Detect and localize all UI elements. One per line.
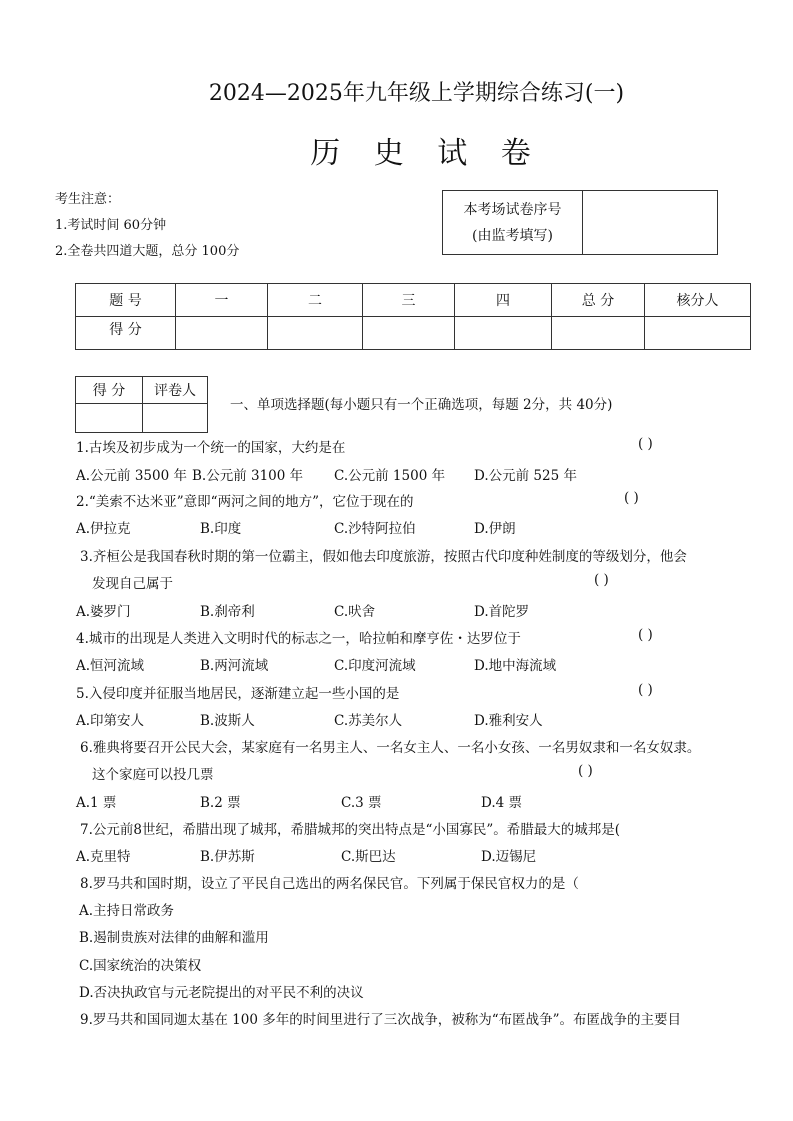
question-8-option-d[interactable]: D.否决执政官与元老院提出的对平民不利的决议 [79, 985, 364, 1001]
question-5-option-b[interactable]: B.波斯人 [200, 713, 255, 729]
score-input-cell[interactable] [176, 317, 268, 350]
score-row-label: 得 分 [76, 317, 176, 350]
question-3-option-c[interactable]: C.吠舍 [334, 604, 376, 620]
question-7-stem: 7.公元前8世纪，希腊出现了城邦，希腊城邦的突出特点是“小国寡民”。希腊最大的城邦是( [80, 822, 621, 838]
question-2-option-c[interactable]: C.沙特阿拉伯 [334, 521, 416, 537]
notice-line-2: 2.全卷共四道大题，总分 100分 [55, 244, 240, 259]
seat-number-box [442, 190, 718, 255]
seat-label-cell [443, 191, 583, 255]
question-3-option-d[interactable]: D.首陀罗 [474, 604, 530, 620]
score-header-row [76, 284, 751, 317]
answer-blank[interactable]: ( ) [638, 682, 653, 698]
notice-heading: 考生注意： [55, 192, 121, 207]
grader-score-field[interactable] [76, 404, 143, 433]
question-4-stem: 4.城市的出现是人类进入文明时代的标志之一，哈拉帕和摩亨佐・达罗位于 [76, 631, 521, 647]
seat-sublabel: (由监考填写) [472, 227, 553, 244]
question-5-option-d[interactable]: D.雅利安人 [474, 713, 543, 729]
question-3-stem-continued: 发现自己属于 [92, 576, 173, 592]
question-4-option-d[interactable]: D.地中海流域 [474, 658, 557, 674]
question-6-option-c[interactable]: C.3 票 [341, 795, 382, 811]
question-7-option-b[interactable]: B.伊苏斯 [200, 849, 255, 865]
score-input-cell[interactable] [363, 317, 455, 350]
question-7-option-d[interactable]: D.迈锡尼 [481, 849, 537, 865]
score-header-cell: 核分人 [645, 284, 751, 317]
question-8-option-a[interactable]: A.主持日常政务 [79, 903, 175, 919]
question-1-option-c[interactable]: C.公元前 1500 年 [334, 468, 446, 484]
answer-blank[interactable]: ( ) [638, 436, 653, 452]
question-4-option-a[interactable]: A.恒河流域 [76, 658, 145, 674]
answer-blank[interactable]: ( ) [624, 490, 639, 506]
question-1-option-b[interactable]: B.公元前 3100 年 [192, 468, 304, 484]
question-6-stem: 6.雅典将要召开公民大会，某家庭有一名男主人、一名女主人、一名小女孩、一名男奴隶和一名女奴隶。 [80, 740, 701, 756]
score-header-cell: 二 [268, 284, 363, 317]
grader-score-label: 得 分 [76, 377, 143, 404]
question-2-option-a[interactable]: A.伊拉克 [76, 521, 131, 537]
question-6-stem-continued: 这个家庭可以投几票 [92, 767, 214, 783]
score-input-cell[interactable] [455, 317, 552, 350]
score-input-cell[interactable] [645, 317, 751, 350]
seat-number-field[interactable] [583, 191, 718, 255]
grader-table [75, 376, 208, 433]
question-6-option-d[interactable]: D.4 票 [481, 795, 523, 811]
score-header-cell: 题 号 [76, 284, 176, 317]
answer-blank[interactable]: ( ) [578, 763, 593, 779]
score-header-cell: 四 [455, 284, 552, 317]
question-8-option-b[interactable]: B.遏制贵族对法律的曲解和滥用 [79, 930, 269, 946]
question-2-option-d[interactable]: D.伊朗 [474, 521, 516, 537]
score-value-row [76, 317, 751, 350]
answer-blank[interactable]: ( ) [594, 572, 609, 588]
answer-blank[interactable]: ( ) [638, 627, 653, 643]
section-1-heading: 一、单项选择题(每小题只有一个正确选项，每题 2分，共 40分) [230, 397, 613, 413]
question-4-option-b[interactable]: B.两河流域 [200, 658, 269, 674]
score-header-cell: 一 [176, 284, 268, 317]
seat-label: 本考场试卷序号 [463, 201, 562, 218]
question-3-option-b[interactable]: B.刹帝利 [200, 604, 255, 620]
question-1-option-a[interactable]: A.公元前 3500 年 [76, 468, 187, 484]
question-1-stem: 1.古埃及初步成为一个统一的国家，大约是在 [76, 440, 346, 456]
question-6-option-a[interactable]: A.1 票 [76, 795, 117, 811]
question-8-stem: 8.罗马共和国时期，设立了平民自己选出的两名保民官。下列属于保民官权力的是（ [80, 876, 579, 892]
question-7-option-a[interactable]: A.克里特 [76, 849, 131, 865]
question-5-stem: 5.入侵印度并征服当地居民，逐渐建立起一些小国的是 [76, 686, 400, 702]
question-5-option-a[interactable]: A.印第安人 [76, 713, 145, 729]
grader-name-label: 评卷人 [143, 377, 208, 404]
exam-title: 2024—2025年九年级上学期综合练习(一) [208, 81, 625, 106]
question-3-stem: 3.齐桓公是我国春秋时期的第一位霸主，假如他去印度旅游，按照古代印度种姓制度的等级划分，他会 [80, 549, 687, 565]
question-7-option-c[interactable]: C.斯巴达 [341, 849, 396, 865]
question-2-option-b[interactable]: B.印度 [200, 521, 242, 537]
question-2-stem: 2.“美索不达米亚”意即“两河之间的地方”，它位于现在的 [76, 494, 414, 510]
question-6-option-b[interactable]: B.2 票 [200, 795, 241, 811]
score-table [75, 283, 751, 350]
grader-name-field[interactable] [143, 404, 208, 433]
question-4-option-c[interactable]: C.印度河流域 [334, 658, 416, 674]
score-header-cell: 总 分 [552, 284, 645, 317]
score-header-cell: 三 [363, 284, 455, 317]
subject-title: 历 史 试 卷 [310, 136, 543, 171]
score-input-cell[interactable] [268, 317, 363, 350]
question-1-option-d[interactable]: D.公元前 525 年 [474, 468, 577, 484]
notice-line-1: 1.考试时间 60分钟 [55, 218, 167, 233]
question-3-option-a[interactable]: A.婆罗门 [76, 604, 131, 620]
score-input-cell[interactable] [552, 317, 645, 350]
question-9-stem: 9.罗马共和国同迦太基在 100 多年的时间里进行了三次战争，被称为“布匿战争”。布匿战争的主要目 [80, 1012, 682, 1028]
question-5-option-c[interactable]: C.苏美尔人 [334, 713, 403, 729]
question-8-option-c[interactable]: C.国家统治的决策权 [79, 958, 202, 974]
